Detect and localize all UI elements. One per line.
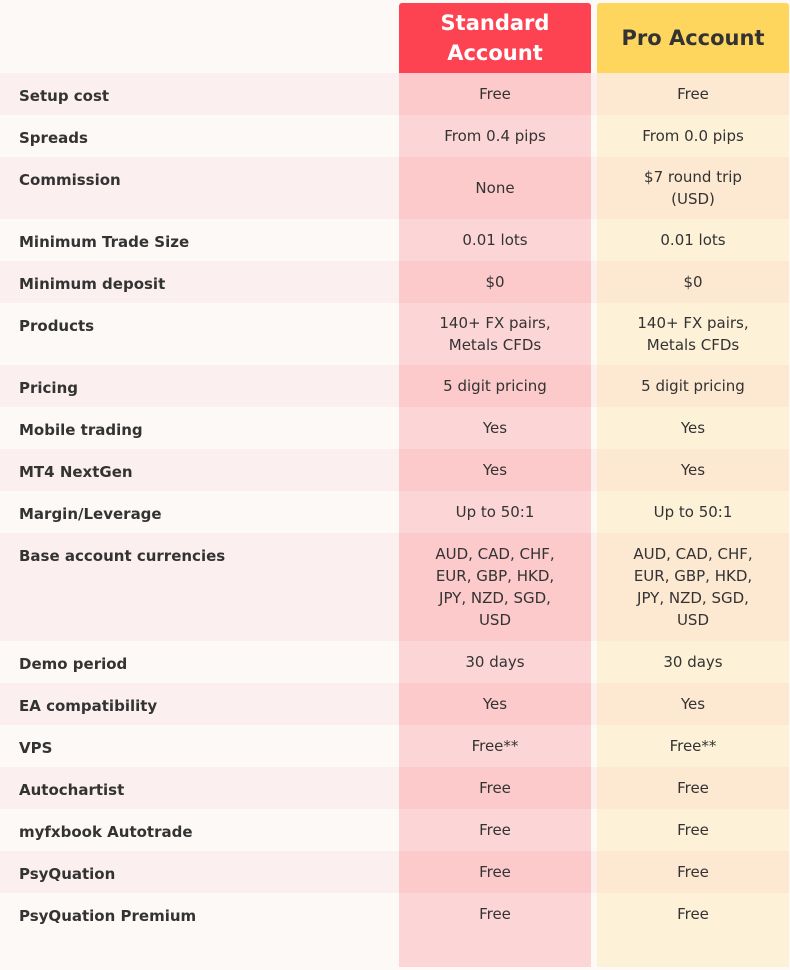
- pro-account-header: [597, 3, 789, 73]
- pro-value: [597, 491, 789, 533]
- pro-value-text: Yes: [680, 695, 706, 713]
- table-row: [0, 303, 790, 365]
- pro-value-text: Free: [677, 905, 709, 923]
- pro-value-text: Free: [677, 863, 709, 881]
- standard-value: [399, 115, 591, 157]
- row-label: Minimum deposit: [19, 275, 166, 293]
- pro-value-text: AUD, CAD, CHF, EUR, GBP, HKD, JPY, NZD, SGD, USD: [633, 545, 753, 629]
- table-row: [0, 491, 790, 533]
- standard-value-text: Yes: [482, 419, 508, 437]
- row-label: PsyQuation Premium: [19, 907, 197, 925]
- standard-value: [399, 449, 591, 491]
- pro-value-text: 30 days: [663, 653, 723, 671]
- row-label: Autochartist: [19, 781, 125, 799]
- standard-value-text: AUD, CAD, CHF, EUR, GBP, HKD, JPY, NZD, SGD, USD: [435, 545, 555, 629]
- pro-value: [597, 407, 789, 449]
- standard-value-text: 30 days: [465, 653, 525, 671]
- pro-value: [597, 809, 789, 851]
- standard-value: [399, 533, 591, 641]
- pro-value-text: Yes: [680, 461, 706, 479]
- standard-value-text: None: [475, 179, 515, 197]
- pro-value: [597, 725, 789, 767]
- pro-value: [597, 157, 789, 219]
- pro-value: [597, 365, 789, 407]
- table-row: [0, 219, 790, 261]
- row-label: Base account currencies: [19, 547, 226, 565]
- table-row: [0, 449, 790, 491]
- standard-value-text: 5 digit pricing: [443, 377, 547, 395]
- pro-value-text: Free: [677, 821, 709, 839]
- standard-value: [399, 365, 591, 407]
- row-label: VPS: [19, 739, 53, 757]
- standard-value: [399, 641, 591, 683]
- row-label: Commission: [19, 171, 121, 189]
- standard-value: [399, 219, 591, 261]
- standard-value-text: Yes: [482, 695, 508, 713]
- pro-value: [597, 115, 789, 157]
- table-row: [0, 365, 790, 407]
- standard-account-title: Standard Account: [440, 11, 550, 65]
- pro-value-text: Free: [677, 779, 709, 797]
- standard-value-text: Free: [479, 779, 511, 797]
- standard-value: [399, 767, 591, 809]
- table-row: [0, 261, 790, 303]
- row-label: myfxbook Autotrade: [19, 823, 193, 841]
- standard-value-text: Up to 50:1: [455, 503, 535, 521]
- pro-value-text: From 0.0 pips: [642, 127, 744, 145]
- standard-value-text: Free: [479, 85, 511, 103]
- standard-value: [399, 261, 591, 303]
- pro-value-text: Free: [677, 85, 709, 103]
- row-label: PsyQuation: [19, 865, 116, 883]
- standard-value-text: Free: [479, 905, 511, 923]
- standard-value-text: Free**: [471, 737, 519, 755]
- pro-value-text: Free**: [669, 737, 717, 755]
- pro-value: [597, 533, 789, 641]
- pro-value-text: Yes: [680, 419, 706, 437]
- pro-value: [597, 851, 789, 893]
- pro-value-text: 5 digit pricing: [641, 377, 745, 395]
- standard-value: [399, 725, 591, 767]
- standard-value: [399, 491, 591, 533]
- pro-value-text: 0.01 lots: [660, 231, 726, 249]
- pro-value-text: $0: [683, 273, 703, 291]
- standard-value-text: Yes: [482, 461, 508, 479]
- standard-value: [399, 157, 591, 219]
- row-label: Margin/Leverage: [19, 505, 162, 523]
- standard-value-text: From 0.4 pips: [444, 127, 546, 145]
- pro-value: [597, 261, 789, 303]
- pro-value-text: 140+ FX pairs, Metals CFDs: [637, 314, 749, 354]
- row-label: MT4 NextGen: [19, 463, 133, 481]
- table-row: [0, 725, 790, 767]
- standard-value: [399, 809, 591, 851]
- standard-value: [399, 73, 591, 115]
- standard-value-text: Free: [479, 863, 511, 881]
- table-row: [0, 73, 790, 115]
- pro-value: [597, 449, 789, 491]
- standard-value-text: $0: [485, 273, 505, 291]
- table-row: [0, 851, 790, 893]
- standard-account-header: [399, 3, 591, 73]
- row-label: Minimum Trade Size: [19, 233, 190, 251]
- standard-value-text: Free: [479, 821, 511, 839]
- table-row: [0, 407, 790, 449]
- standard-value-text: 140+ FX pairs, Metals CFDs: [439, 314, 551, 354]
- row-label: Demo period: [19, 655, 128, 673]
- row-label: Spreads: [19, 129, 88, 147]
- row-label: EA compatibility: [19, 697, 158, 715]
- row-label: Setup cost: [19, 87, 110, 105]
- pro-value: [597, 893, 789, 935]
- standard-value-text: 0.01 lots: [462, 231, 528, 249]
- pro-value-text: Up to 50:1: [653, 503, 733, 521]
- pro-value: [597, 219, 789, 261]
- table-row: [0, 767, 790, 809]
- table-row: [0, 533, 790, 641]
- pro-value: [597, 767, 789, 809]
- pro-value: [597, 641, 789, 683]
- standard-value: [399, 851, 591, 893]
- row-label: Mobile trading: [19, 421, 143, 439]
- pro-value: [597, 73, 789, 115]
- pro-value: [597, 303, 789, 365]
- table-row: [0, 115, 790, 157]
- standard-value: [399, 407, 591, 449]
- table-row: [0, 893, 790, 935]
- table-row: [0, 157, 790, 219]
- standard-value: [399, 683, 591, 725]
- row-label: Pricing: [19, 379, 78, 397]
- table-row: [0, 809, 790, 851]
- pro-value-text: $7 round trip (USD): [644, 168, 742, 208]
- pro-value: [597, 683, 789, 725]
- pro-account-title: Pro Account: [621, 26, 765, 50]
- table-row: [0, 641, 790, 683]
- table-row: [0, 683, 790, 725]
- row-label: Products: [19, 317, 95, 335]
- standard-value: [399, 303, 591, 365]
- standard-value: [399, 893, 591, 935]
